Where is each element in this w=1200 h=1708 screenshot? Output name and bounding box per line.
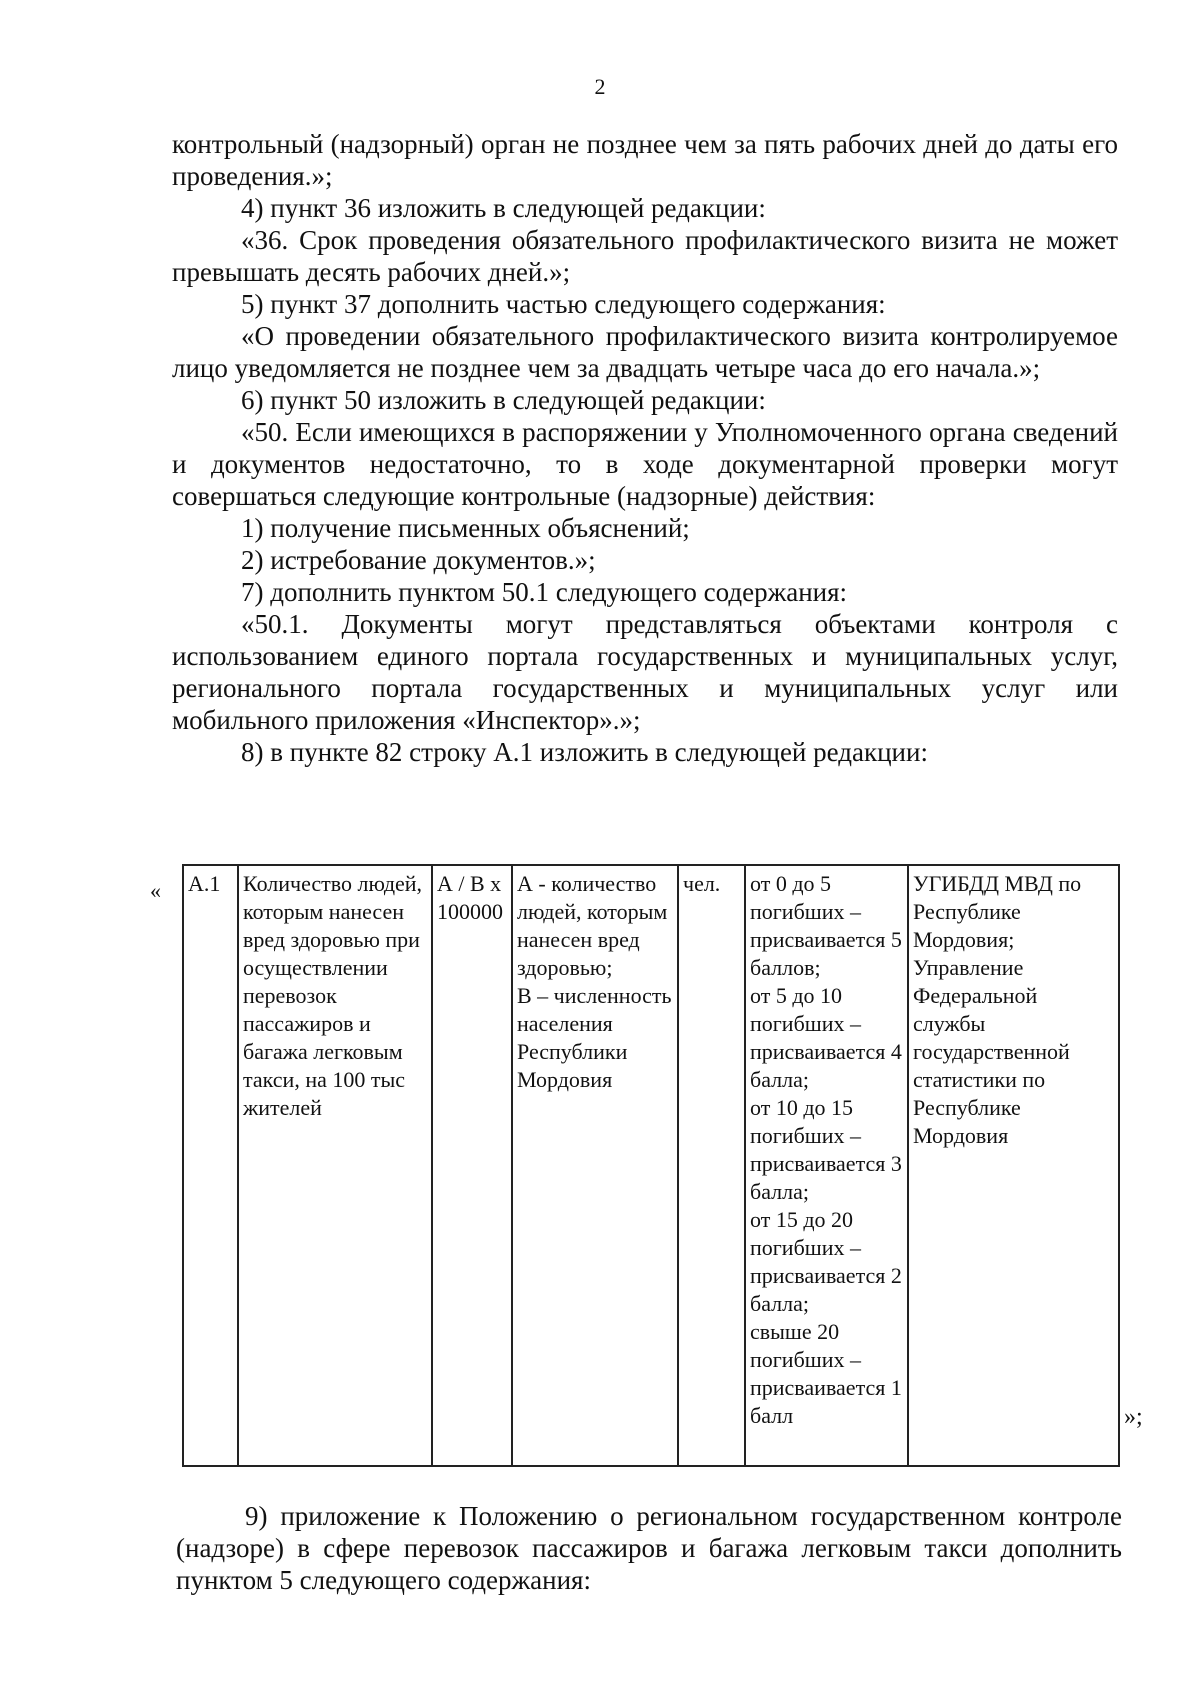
document-body-continued bbox=[176, 1500, 1122, 1596]
paragraph-subitem-1: 1) получение письменных объяснений; bbox=[241, 513, 690, 543]
table-quote-close: »; bbox=[1124, 1404, 1143, 1430]
cell-formula: А / В х 100000 bbox=[432, 865, 512, 1466]
page-number: 2 bbox=[594, 74, 606, 99]
paragraph-continuation: контрольный (надзорный) орган не позднее чем за пять рабочих дней до даты его проведения.»; bbox=[172, 129, 1118, 191]
cell-scoring: от 0 до 5 погибших – присваивается 5 баллов; от 5 до 10 погибших – присваивается 4 балла; от 10 до 15 погибших – присваивается 3 балла; от 15 до 20 погибших – присваивается 2 балла; свыше 20 погибших – присваивается 1 балл bbox=[745, 865, 908, 1466]
paragraph-quote-36: «36. Срок проведения обязательного профилактического визита не может превышать десять рабочих дней.»; bbox=[172, 225, 1118, 287]
cell-code: А.1 bbox=[183, 865, 238, 1466]
paragraph-item-9: 9) приложение к Положению о региональном государственном контроле (надзоре) в сфере перевозок пассажиров и багажа легковым такси дополнить пунктом 5 следующего содержания: bbox=[176, 1501, 1122, 1595]
table-quote-open: « bbox=[150, 878, 161, 903]
paragraph-quote-50: «50. Если имеющихся в распоряжении у Уполномоченного органа сведений и документов недостаточно, то в ходе документарной проверки могут совершаться следующие контрольные (надзорные) действия: bbox=[172, 417, 1118, 511]
cell-indicator-name: Количество людей, которым нанесен вред здоровью при осуществлении перевозок пассажиров и багажа легковым такси, на 100 тыс жителей bbox=[238, 865, 432, 1466]
paragraph-item-7: 7) дополнить пунктом 50.1 следующего содержания: bbox=[241, 577, 848, 607]
cell-variables: А - количество людей, которым нанесен вред здоровью; В – численность населения Республики Мордовия bbox=[512, 865, 678, 1466]
paragraph-item-8: 8) в пункте 82 строку А.1 изложить в следующей редакции: bbox=[241, 737, 928, 767]
cell-unit: чел. bbox=[678, 865, 745, 1466]
paragraph-quote-50-1: «50.1. Документы могут представляться объектами контроля с использованием единого портала государственных и муниципальных услуг, регионального портала государственных и муниципальных услуг или мобильного приложения «Инспектор».»; bbox=[172, 609, 1118, 735]
document-body bbox=[172, 128, 1118, 768]
paragraph-quote-37: «О проведении обязательного профилактического визита контролируемое лицо уведомляется не позднее чем за двадцать четыре часа до его начала.»; bbox=[172, 321, 1118, 383]
cell-source: УГИБДД МВД по Республике Мордовия; Управление Федеральной службы государственной статистики по Республике Мордовия bbox=[908, 865, 1119, 1466]
criteria-table bbox=[182, 864, 1120, 1467]
table-row bbox=[183, 865, 1119, 1466]
paragraph-item-6: 6) пункт 50 изложить в следующей редакции: bbox=[241, 385, 766, 415]
paragraph-item-5: 5) пункт 37 дополнить частью следующего содержания: bbox=[241, 289, 886, 319]
paragraph-item-4: 4) пункт 36 изложить в следующей редакции: bbox=[241, 193, 766, 223]
paragraph-subitem-2: 2) истребование документов.»; bbox=[241, 545, 596, 575]
